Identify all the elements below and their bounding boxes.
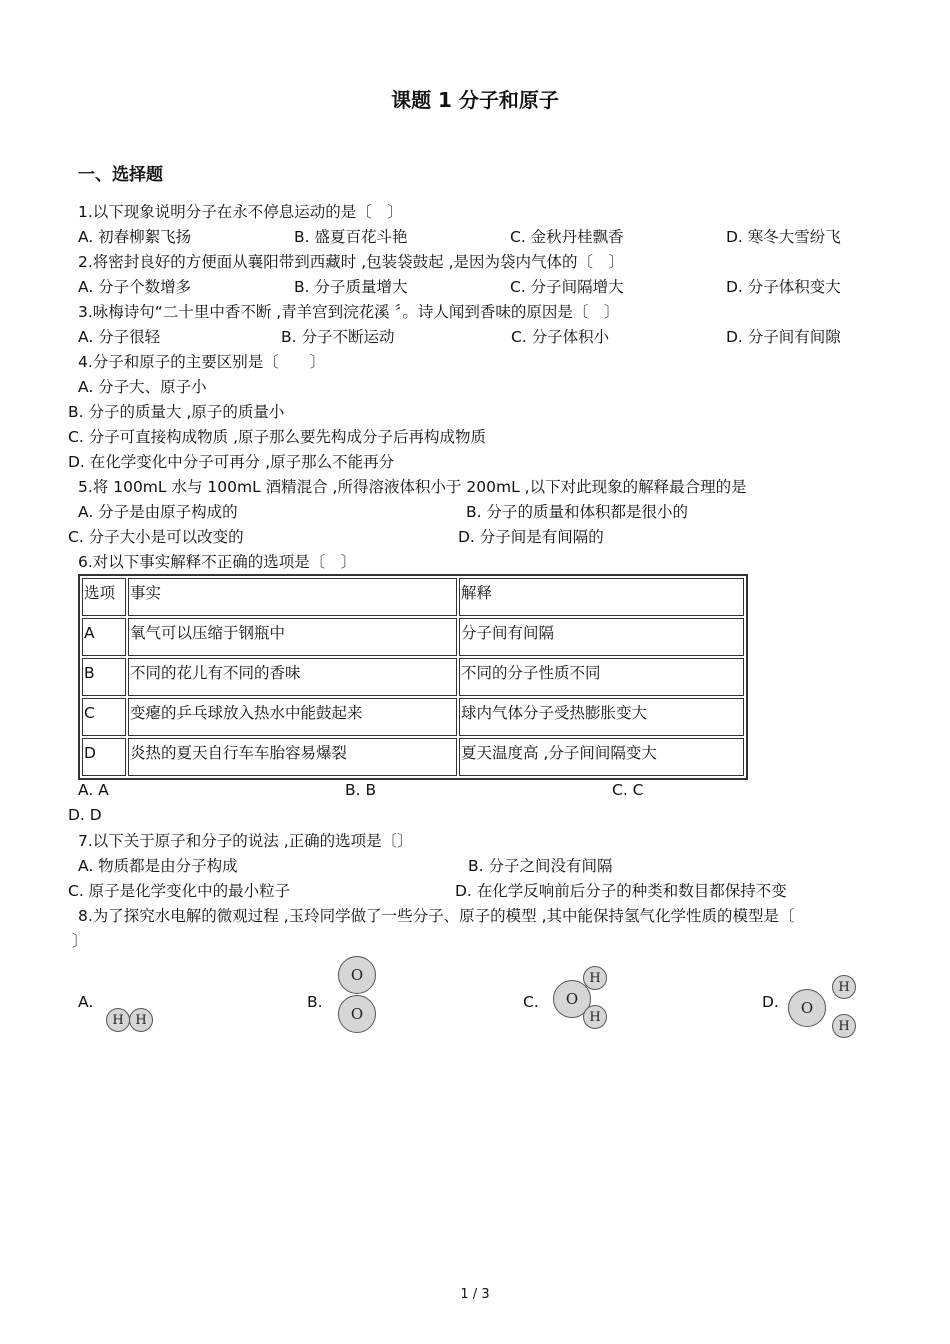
q8-option-b: B.	[307, 993, 323, 1011]
q7-option-a: A. 物质都是由分子构成	[78, 857, 238, 875]
q2-option-b: B. 分子质量增大	[294, 278, 408, 296]
hydrogen-atom: H	[583, 1005, 607, 1029]
q1-option-d: D. 寒冬大雪纷飞	[726, 228, 841, 246]
q6-option-d: D. D	[68, 806, 102, 824]
table-header-row	[82, 578, 744, 616]
oxygen-atom: O	[553, 980, 591, 1018]
q4-option-b: B. 分子的质量大 ,原子的质量小	[68, 403, 285, 421]
table-cell: 分子间有间隔	[459, 618, 744, 656]
hydrogen-atom: H	[832, 975, 856, 999]
q2-option-a: A. 分子个数增多	[78, 278, 192, 296]
q8-option-c: C.	[523, 993, 539, 1011]
q8-option-d: D.	[762, 993, 779, 1011]
q6-option-a: A. A	[78, 781, 109, 799]
q3-stem: 3.咏梅诗句“二十里中香不断 ,青羊宫到浣花溪 〞。诗人闻到香味的原因是〔 〕	[78, 303, 620, 321]
section-heading: 一、选择题	[78, 165, 163, 185]
q4-option-c: C. 分子可直接构成物质 ,原子那么要先构成分子后再构成物质	[68, 428, 487, 446]
q7-option-d: D. 在化学反响前后分子的种类和数目都保持不变	[455, 882, 787, 900]
table-row	[82, 738, 744, 776]
oxygen-atom: O	[338, 995, 376, 1033]
q6-option-b: B. B	[345, 781, 377, 799]
table-cell: 不同的分子性质不同	[459, 658, 744, 696]
hydrogen-atom: H	[106, 1008, 130, 1032]
q1-option-b: B. 盛夏百花斗艳	[294, 228, 408, 246]
q1-option-c: C. 金秋丹桂飘香	[510, 228, 624, 246]
q8-stem: 8.为了探究水电解的微观过程 ,玉玲同学做了一些分子、原子的模型 ,其中能保持氢气化学性质的模型是〔	[78, 907, 795, 925]
q5-option-c: C. 分子大小是可以改变的	[68, 528, 244, 546]
q5-option-b: B. 分子的质量和体积都是很小的	[466, 503, 688, 521]
q2-option-d: D. 分子体积变大	[726, 278, 841, 296]
table-cell: 夏天温度高 ,分子间间隔变大	[459, 738, 744, 776]
q7-option-b: B. 分子之间没有间隔	[468, 857, 613, 875]
table-row	[82, 658, 744, 696]
page-title: 课题 1 分子和原子	[391, 88, 559, 112]
table-cell: D	[82, 738, 126, 776]
q8-option-a: A.	[78, 993, 94, 1011]
table-cell: A	[82, 618, 126, 656]
q1-option-a: A. 初春柳絮飞扬	[78, 228, 192, 246]
table-header-cell: 选项	[82, 578, 126, 616]
q3-option-a: A. 分子很轻	[78, 328, 161, 346]
table-cell: C	[82, 698, 126, 736]
table-row	[82, 698, 744, 736]
table-cell: 不同的花儿有不同的香味	[128, 658, 457, 696]
q2-option-c: C. 分子间隔增大	[510, 278, 624, 296]
q7-option-c: C. 原子是化学变化中的最小粒子	[68, 882, 291, 900]
table-header-cell: 解释	[459, 578, 744, 616]
table-cell: 变瘪的乒乓球放入热水中能鼓起来	[128, 698, 457, 736]
q5-option-a: A. 分子是由原子构成的	[78, 503, 238, 521]
q7-stem: 7.以下关于原子和分子的说法 ,正确的选项是〔〕	[78, 832, 413, 850]
q6-table	[78, 574, 748, 780]
hydrogen-atom: H	[832, 1014, 856, 1038]
hydrogen-atom: H	[583, 966, 607, 990]
q4-option-d: D. 在化学变化中分子可再分 ,原子那么不能再分	[68, 453, 395, 471]
oxygen-atom: O	[788, 989, 826, 1027]
q2-stem: 2.将密封良好的方便面从襄阳带到西藏时 ,包装袋鼓起 ,是因为袋内气体的〔 〕	[78, 253, 624, 271]
q1-stem: 1.以下现象说明分子在永不停息运动的是〔 〕	[78, 203, 403, 221]
q6-stem: 6.对以下事实解释不正确的选项是〔 〕	[78, 553, 357, 571]
q6-option-c: C. C	[612, 781, 644, 799]
table-row	[82, 618, 744, 656]
q3-option-c: C. 分子体积小	[511, 328, 610, 346]
q5-stem: 5.将 100mL 水与 100mL 酒精混合 ,所得溶液体积小于 200mL ,以下对此现象的解释最合理的是	[78, 478, 747, 496]
hydrogen-atom: H	[129, 1008, 153, 1032]
q3-option-d: D. 分子间有间隙	[726, 328, 841, 346]
q4-stem: 4.分子和原子的主要区别是〔 〕	[78, 353, 326, 371]
table-cell: 氧气可以压缩于钢瓶中	[128, 618, 457, 656]
table-cell: 球内气体分子受热膨胀变大	[459, 698, 744, 736]
table-cell: 炎热的夏天自行车车胎容易爆裂	[128, 738, 457, 776]
q3-option-b: B. 分子不断运动	[281, 328, 395, 346]
q8-stem-continued: 〕	[72, 932, 88, 950]
table-cell: B	[82, 658, 126, 696]
q5-option-d: D. 分子间是有间隔的	[458, 528, 604, 546]
q4-option-a: A. 分子大、原子小	[78, 378, 207, 396]
table-header-cell: 事实	[128, 578, 457, 616]
page-number: 1 / 3	[460, 1287, 490, 1302]
oxygen-atom: O	[338, 956, 376, 994]
